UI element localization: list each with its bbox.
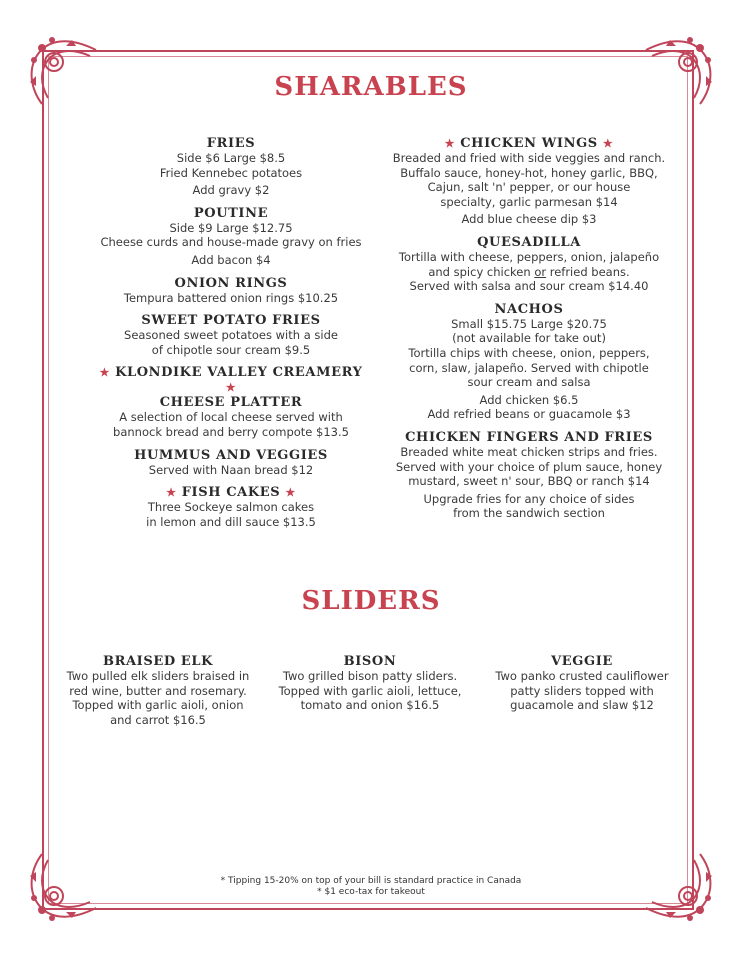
menu-item-sweet-potato-fries (92, 313, 370, 357)
item-description: Tortilla chips with cheese, onion, peppers, (408, 345, 650, 360)
item-description: sour cream and salsa (467, 375, 591, 390)
item-name: ONION RINGS (174, 275, 288, 291)
item-description: tomato and onion $16.5 (300, 698, 440, 713)
item-name: BRAISED ELK (102, 654, 213, 669)
item-description: Cheese curds and house-made gravy on fries (100, 235, 362, 250)
star-icon: ★ (602, 137, 614, 150)
star-icon: ★ (166, 486, 177, 500)
sliders-title: SLIDERS (301, 586, 441, 616)
item-description: specialty, garlic parmesan $14 (440, 194, 618, 209)
item-name: POUTINE (193, 205, 269, 221)
item-name (390, 136, 668, 151)
menu-item-cheese-platter (92, 365, 370, 439)
menu-item-bison (276, 654, 464, 713)
item-name: SWEET POTATO FRIES (141, 313, 321, 329)
item-name-text: FISH CAKES (181, 485, 281, 501)
sharables-title: SHARABLES (274, 72, 468, 102)
eco-tax-note: * $1 eco-tax for takeout (317, 887, 425, 897)
item-addon: Upgrade fries for any choice of sides (423, 491, 635, 506)
menu-item-fries (92, 136, 370, 198)
item-addon: Add chicken $6.5 (479, 392, 579, 407)
item-addon: Add refried beans or guacamole $3 (427, 407, 631, 422)
menu-item-veggie (488, 654, 676, 713)
sharables-left-column (92, 136, 370, 537)
item-description: Seasoned sweet potatoes with a side (124, 328, 338, 343)
item-description: Served with your choice of plum sauce, honey (395, 459, 663, 474)
item-name-line-2: CHEESE PLATTER (159, 395, 303, 411)
item-description: Tempura battered onion rings $10.25 (123, 290, 339, 305)
item-description: mustard, sweet n' sour, BBQ or ranch $14 (408, 474, 650, 489)
item-name: FRIES (206, 136, 256, 151)
menu-item-nachos (390, 302, 668, 422)
item-description: and carrot $16.5 (110, 712, 206, 727)
item-description: Fried Kennebec potatoes (159, 165, 303, 180)
item-description: Buffalo sauce, honey-hot, honey garlic, BBQ, (400, 165, 658, 180)
menu-item-quesadilla (390, 235, 668, 294)
item-name: CHICKEN FINGERS AND FRIES (405, 429, 653, 445)
item-price: Side $6 Large $8.5 (176, 151, 286, 165)
item-name (92, 485, 370, 500)
item-name: HUMMUS AND VEGGIES (134, 447, 328, 463)
item-description: Topped with garlic aioli, lettuce, (278, 683, 462, 698)
item-description: corn, slaw, jalapeño. Served with chipotle (409, 360, 649, 375)
text-part: refried beans. (546, 264, 630, 279)
item-addon: Add blue cheese dip $3 (461, 212, 597, 227)
item-name: BISON (343, 654, 397, 669)
footer-notes (0, 876, 742, 898)
star-icon: ★ (444, 137, 456, 150)
item-description: Two pulled elk sliders braised in (66, 669, 250, 683)
item-description (390, 265, 668, 280)
item-description: red wine, butter and rosemary. (69, 683, 247, 698)
menu-item-braised-elk (64, 654, 252, 727)
item-name: VEGGIE (551, 654, 613, 669)
item-description: Tortilla with cheese, peppers, onion, jalapeño (398, 249, 660, 264)
item-name (92, 365, 370, 395)
menu-item-hummus (92, 448, 370, 478)
tipping-note: * Tipping 15-20% on top of your bill is standard practice in Canada (220, 876, 522, 886)
menu-item-chicken-fingers (390, 430, 668, 521)
item-name-line-1: KLONDIKE VALLEY CREAMERY (115, 365, 363, 381)
item-price: Side $9 Large $12.75 (169, 220, 293, 235)
star-icon: ★ (99, 366, 110, 380)
item-description: bannock bread and berry compote $13.5 (113, 424, 349, 439)
menu-item-chicken-wings (390, 136, 668, 227)
item-description: of chipotle sour cream $9.5 (151, 342, 311, 357)
item-name: NACHOS (494, 301, 564, 317)
item-description: guacamole and slaw $12 (510, 698, 654, 713)
item-description: Cajun, salt 'n' pepper, or our house (427, 180, 631, 195)
item-addon: Add bacon $4 (191, 252, 271, 267)
item-description: patty sliders topped with (510, 683, 654, 698)
item-note: (not available for take out) (452, 331, 606, 346)
item-name-text: CHICKEN WINGS (460, 136, 598, 151)
item-description: Served with salsa and sour cream $14.40 (409, 279, 649, 294)
underlined-or: or (534, 264, 547, 279)
item-description: Served with Naan bread $12 (148, 462, 314, 477)
star-icon: ★ (285, 486, 296, 500)
item-name: QUESADILLA (477, 234, 581, 250)
item-description: Breaded and fried with side veggies and ranch. (392, 151, 666, 165)
menu-item-fish-cakes (92, 485, 370, 529)
item-description: Two panko crusted cauliflower (495, 669, 669, 683)
item-description: in lemon and dill sauce $13.5 (146, 514, 316, 529)
menu-item-onion-rings (92, 276, 370, 306)
item-description: Two grilled bison patty sliders. (282, 669, 458, 683)
item-description: Three Sockeye salmon cakes (147, 500, 315, 515)
item-description: Topped with garlic aioli, onion (72, 698, 244, 713)
item-description: Breaded white meat chicken strips and fries. (400, 444, 658, 459)
menu-item-poutine (92, 206, 370, 268)
item-addon: from the sandwich section (453, 506, 605, 521)
sharables-right-column (390, 136, 668, 529)
item-addon: Add gravy $2 (192, 183, 270, 198)
item-price: Small $15.75 Large $20.75 (451, 316, 607, 331)
item-description: A selection of local cheese served with (119, 410, 343, 425)
text-part: and spicy chicken (428, 264, 535, 279)
star-icon: ★ (225, 381, 237, 395)
